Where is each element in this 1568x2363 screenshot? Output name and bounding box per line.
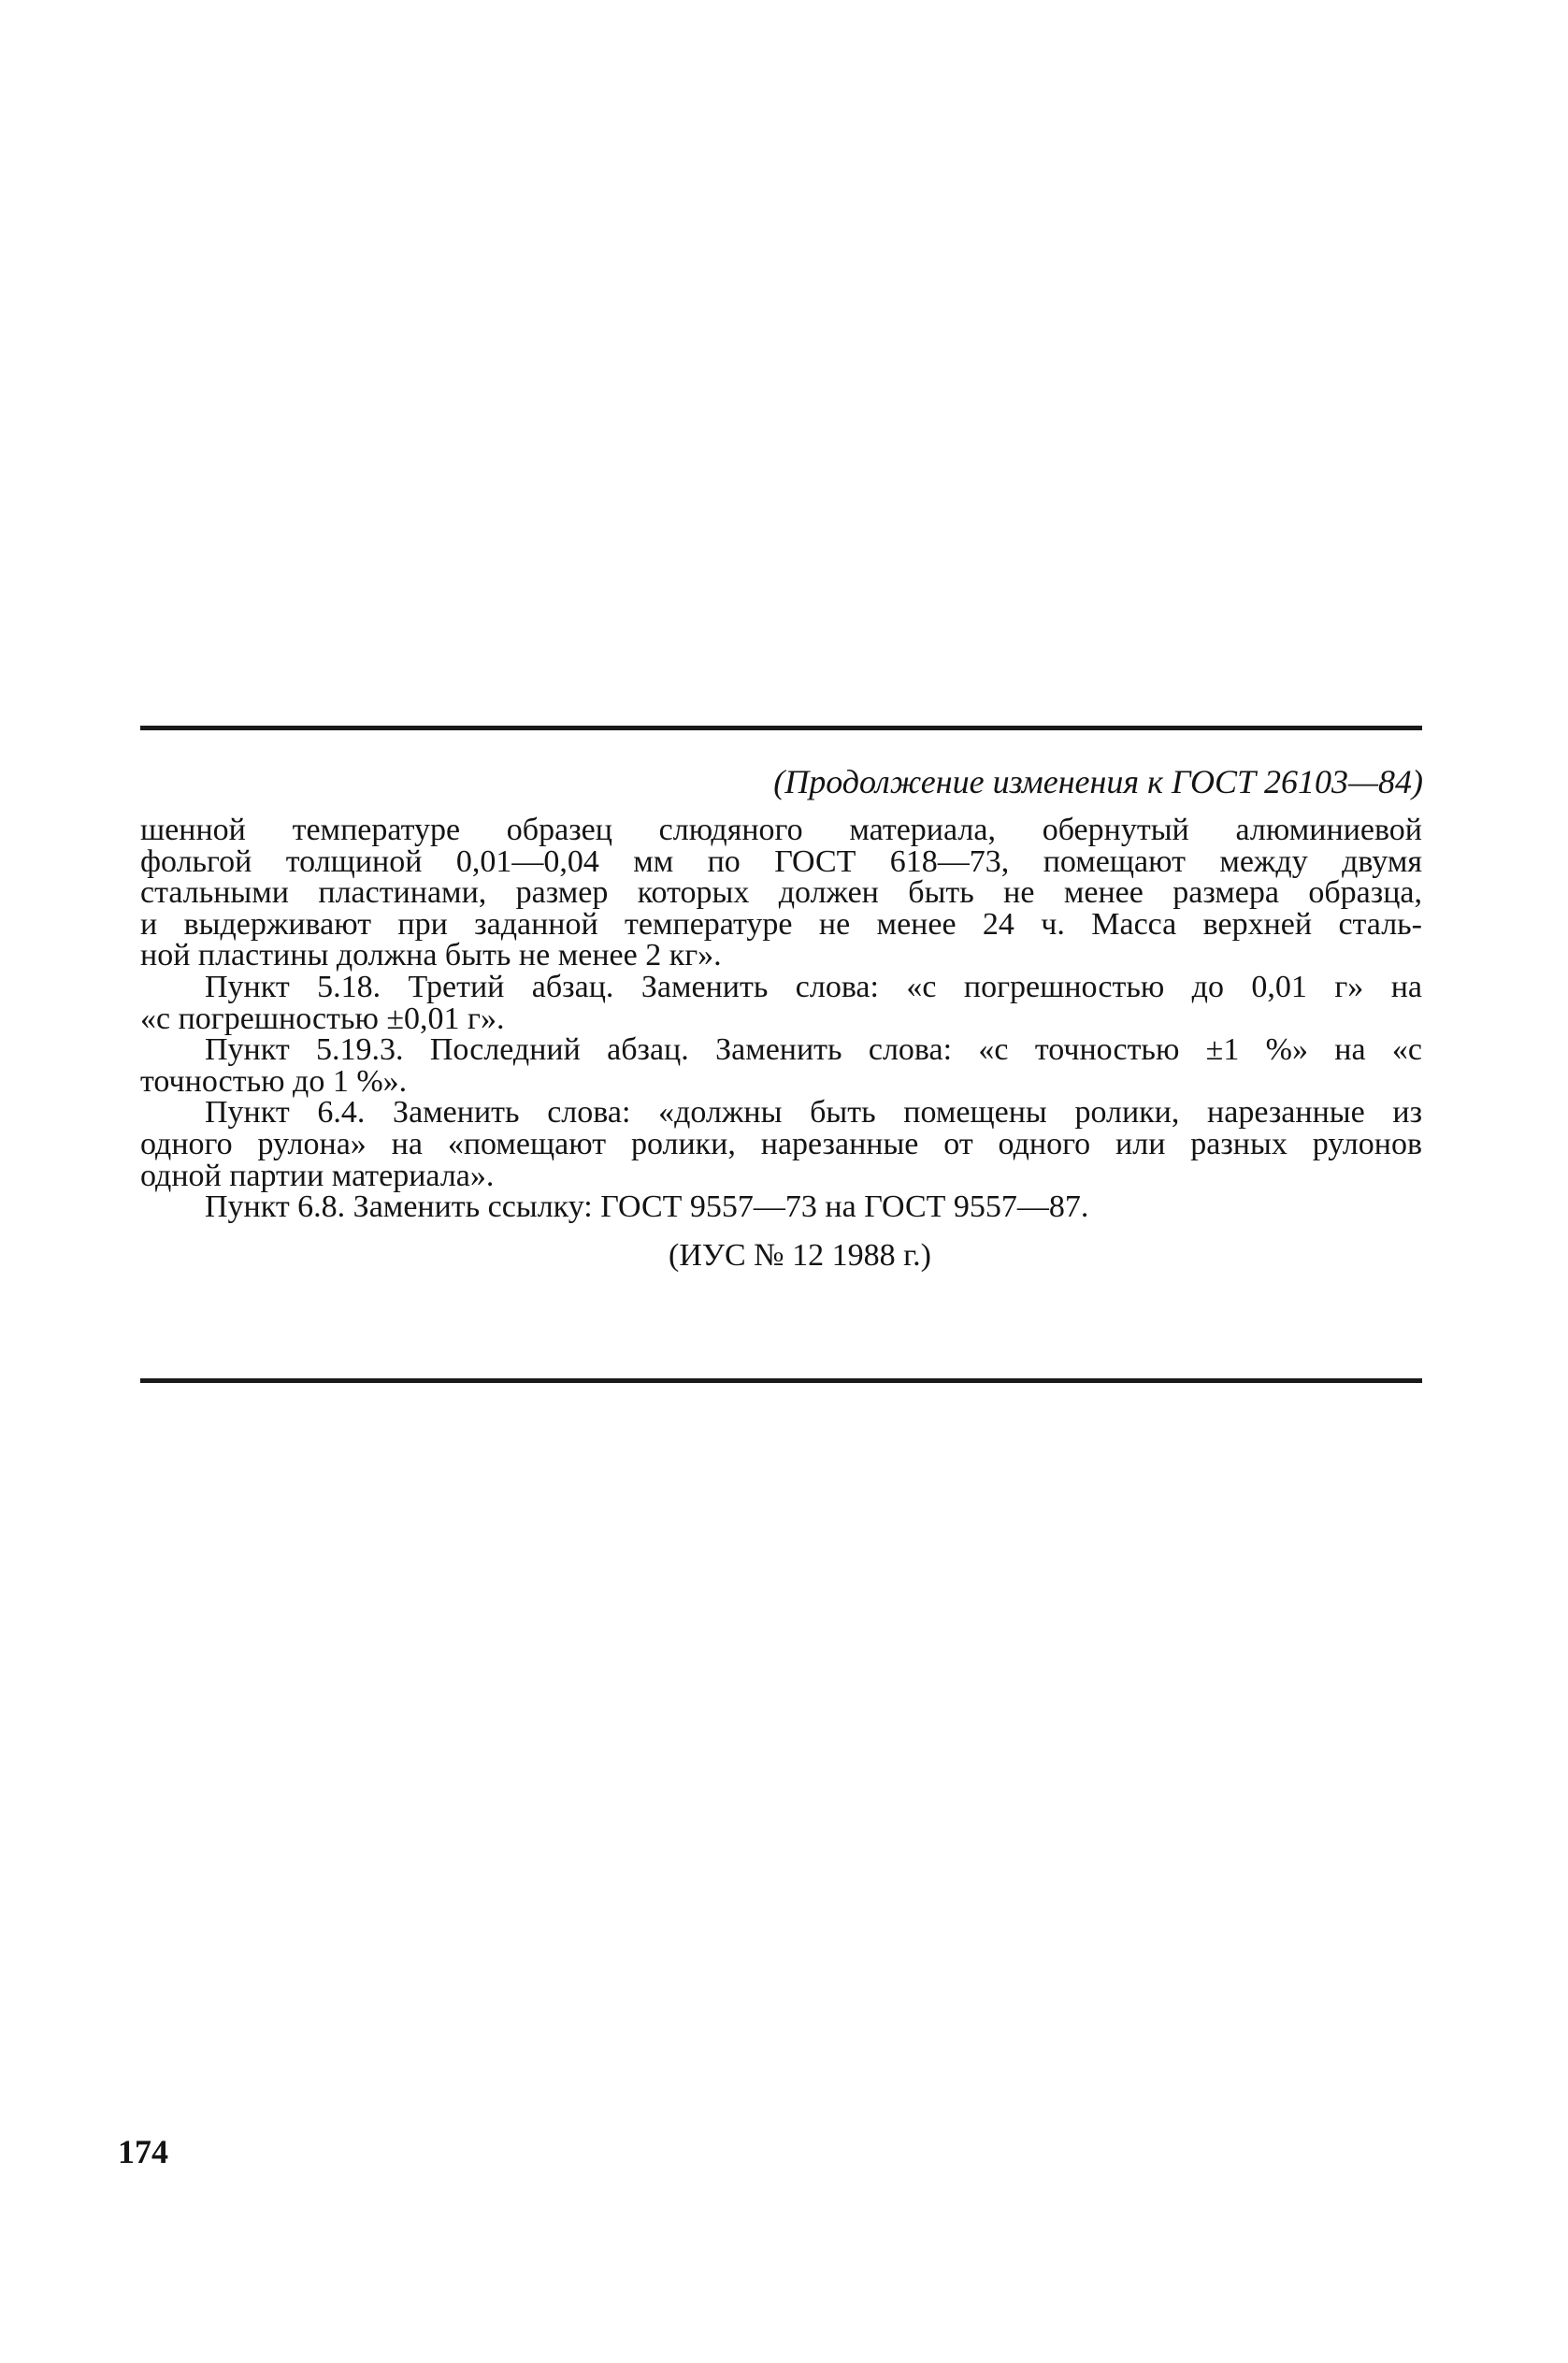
continuation-header: (Продолжение изменения к ГОСТ 26103—84) — [773, 763, 1423, 800]
text-line: стальными пластинами, размер которых должен быть не менее размера образца, — [140, 875, 1422, 911]
item-6-8-line: Пункт 6.8. Заменить ссылку: ГОСТ 9557—73 на ГОСТ 9557—87. — [205, 1189, 1089, 1225]
text-line: ной пластины должна быть не менее 2 кг». — [140, 938, 722, 973]
item-6-4-line: Пункт 6.4. Заменить слова: «должны быть помещены ролики, нарезанные из — [205, 1095, 1422, 1131]
item-6-4-line: одного рулона» на «помещают ролики, нарезанные от одного или разных рулонов — [140, 1126, 1422, 1161]
item-5-19-3-line: точностью до 1 %». — [140, 1063, 408, 1099]
page-number: 174 — [118, 2133, 168, 2170]
item-6-4-line: одной партии материала». — [140, 1158, 495, 1193]
bottom-rule — [140, 1378, 1422, 1383]
source-reference: (ИУС № 12 1988 г.) — [669, 1237, 931, 1273]
item-5-18-line: «с погрешностью ±0,01 г». — [140, 1001, 505, 1036]
text-line: шенной температуре образец слюдяного материала, обернутый алюминиевой — [140, 813, 1422, 847]
text-line: фольгой толщиной 0,01—0,04 мм по ГОСТ 618—73, помещают между двумя — [140, 843, 1422, 879]
item-5-19-3-line: Пункт 5.19.3. Последний абзац. Заменить слова: «с точностью ±1 %» на «с — [205, 1032, 1422, 1068]
text-line: и выдерживают при заданной температуре не менее 24 ч. Масса верхней сталь- — [140, 906, 1422, 942]
top-rule — [140, 726, 1422, 730]
document-body — [140, 814, 1422, 1271]
item-5-18-line: Пункт 5.18. Третий абзац. Заменить слова: «с погрешностью до 0,01 г» на — [205, 969, 1422, 1004]
